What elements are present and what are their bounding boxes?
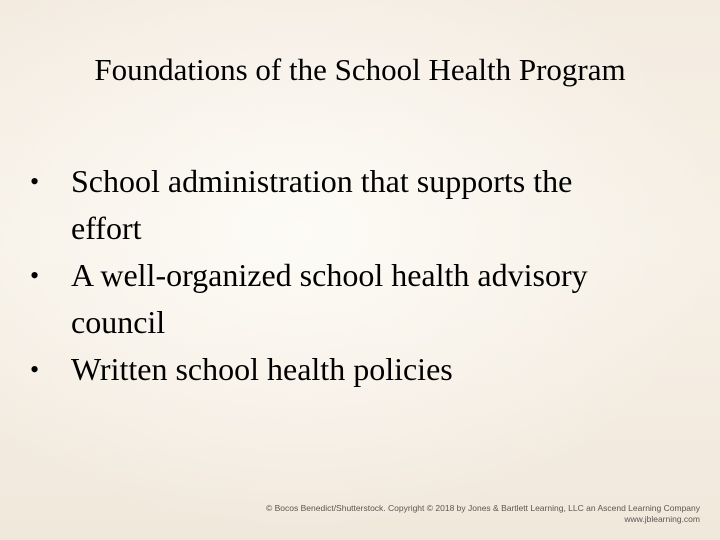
website-link[interactable]: www.jblearning.com: [624, 514, 700, 524]
bullet-text-line: effort: [71, 210, 142, 246]
bullet-text-line: School administration that supports the: [71, 163, 573, 199]
bullet-list: [30, 158, 670, 393]
bullet-marker: •: [30, 261, 40, 290]
bullet-text-line: council: [71, 304, 166, 340]
bullet-item-policies: [30, 346, 670, 393]
bullet-item-advisory-council: [30, 252, 670, 346]
copyright-footer: [266, 503, 700, 525]
bullet-text-line: A well-organized school health advisory: [71, 257, 588, 293]
copyright-text: © Bocos Benedict/Shutterstock. Copyright © 2018 by Jones & Bartlett Learning, LLC an Ascend Learning Company: [266, 503, 700, 513]
bullet-text-line: Written school health policies: [71, 351, 453, 387]
slide-title: Foundations of the School Health Program: [94, 52, 626, 87]
bullet-marker: •: [30, 167, 40, 196]
bullet-item-administration: [30, 158, 670, 252]
bullet-marker: •: [30, 355, 40, 384]
